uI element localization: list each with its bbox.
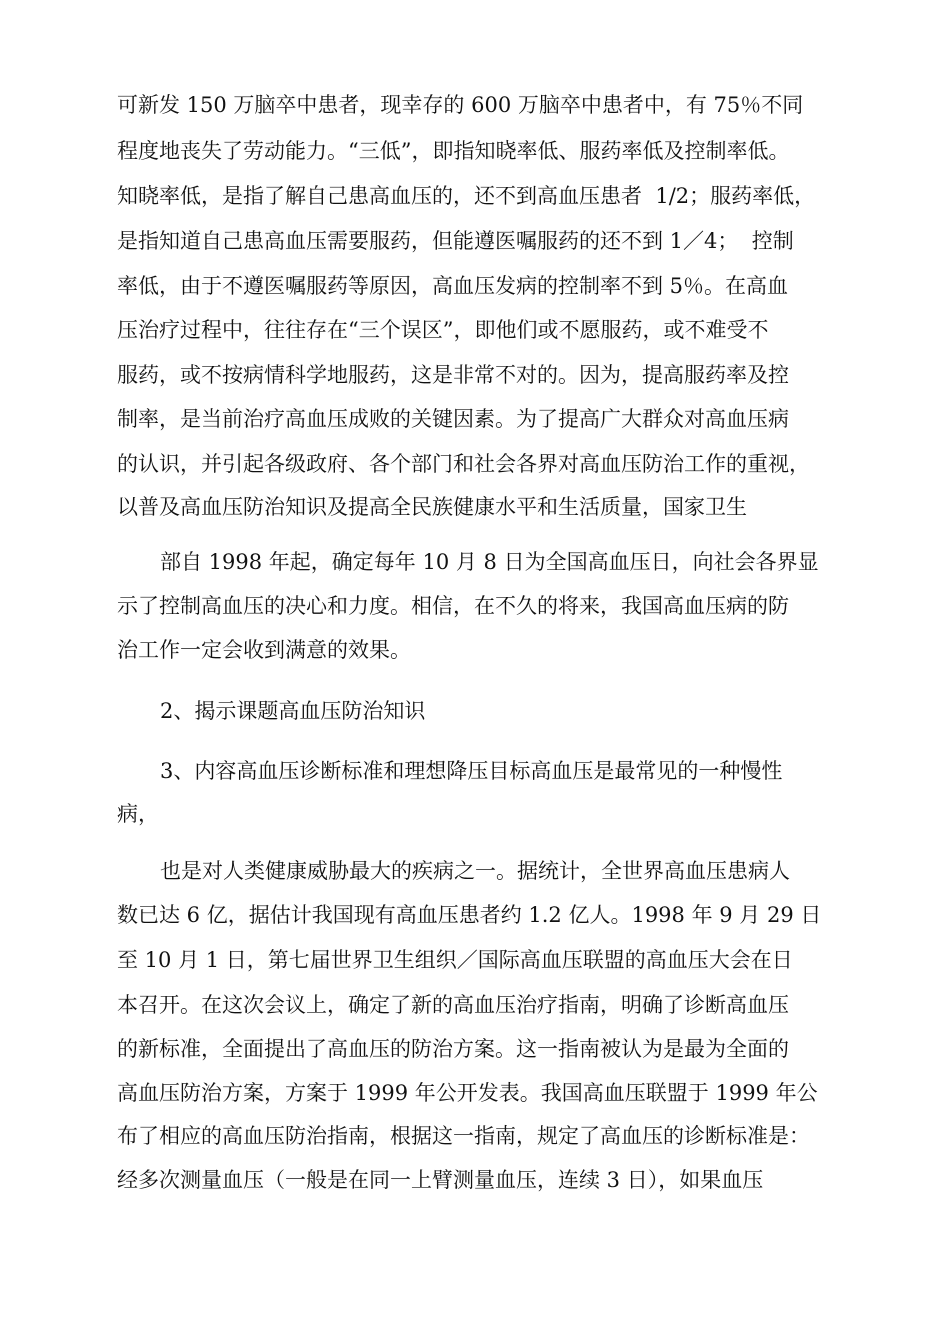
text-line: 制率，是当前治疗高血压成败的关键因素。为了提高广大群众对高血压病 — [117, 407, 789, 431]
text-line: 病， — [117, 802, 159, 826]
text-line: 也是对人类健康威胁最大的疾病之一。据统计，全世界高血压患病人 — [160, 859, 790, 883]
text-line: 压治疗过程中，往往存在“三个误区”，即他们或不愿服药，或不难受不 — [117, 318, 769, 342]
text-line: 示了控制高血压的决心和力度。相信，在不久的将来，我国高血压病的防 — [117, 594, 789, 618]
text-line: 以普及高血压防治知识及提高全民族健康水平和生活质量，国家卫生 — [117, 495, 747, 519]
text-line: 的认识，并引起各级政府、各个部门和社会各界对高血压防治工作的重视， — [117, 452, 810, 476]
text-line: 布了相应的高血压防治指南，根据这一指南，规定了高血压的诊断标准是： — [117, 1124, 810, 1148]
text-line: 服药，或不按病情科学地服药，这是非常不对的。因为，提高服药率及控 — [117, 363, 789, 387]
text-line: 率低，由于不遵医嘱服药等原因，高血压发病的控制率不到 5％。在高血 — [117, 274, 789, 298]
list-item: 2、揭示课题高血压防治知识 — [160, 699, 426, 723]
text-line: 数已达 6 亿，据估计我国现有高血压患者约 1.2 亿人。1998 年 9 月 29 日 — [117, 903, 822, 927]
text-line: 至 10 月 1 日，第七届世界卫生组织／国际高血压联盟的高血压大会在日 — [117, 948, 793, 972]
text-line: 高血压防治方案，方案于 1999 年公开发表。我国高血压联盟于 1999 年公 — [117, 1081, 818, 1105]
text-line: 可新发 150 万脑卒中患者，现幸存的 600 万脑卒中患者中，有 75％不同 — [117, 93, 804, 117]
text-line: 是指知道自己患高血压需要服药，但能遵医嘱服药的还不到 1／4； 控制 — [117, 229, 794, 253]
text-line: 本召开。在这次会议上，确定了新的高血压治疗指南，明确了诊断高血压 — [117, 993, 789, 1017]
list-item: 3、内容高血压诊断标准和理想降压目标高血压是最常见的一种慢性 — [160, 759, 783, 783]
text-line: 部自 1998 年起，确定每年 10 月 8 日为全国高血压日，向社会各界显 — [160, 550, 819, 574]
text-line: 的新标准，全面提出了高血压的防治方案。这一指南被认为是最为全面的 — [117, 1037, 789, 1061]
text-line: 程度地丧失了劳动能力。“三低”，即指知晓率低、服药率低及控制率低。 — [117, 139, 790, 163]
text-line: 经多次测量血压（一般是在同一上臂测量血压，连续 3 日），如果血压 — [117, 1168, 764, 1192]
text-line: 知晓率低，是指了解自己患高血压的，还不到高血压患者 1/2；服药率低， — [117, 184, 816, 208]
text-line: 治工作一定会收到满意的效果。 — [117, 638, 411, 662]
